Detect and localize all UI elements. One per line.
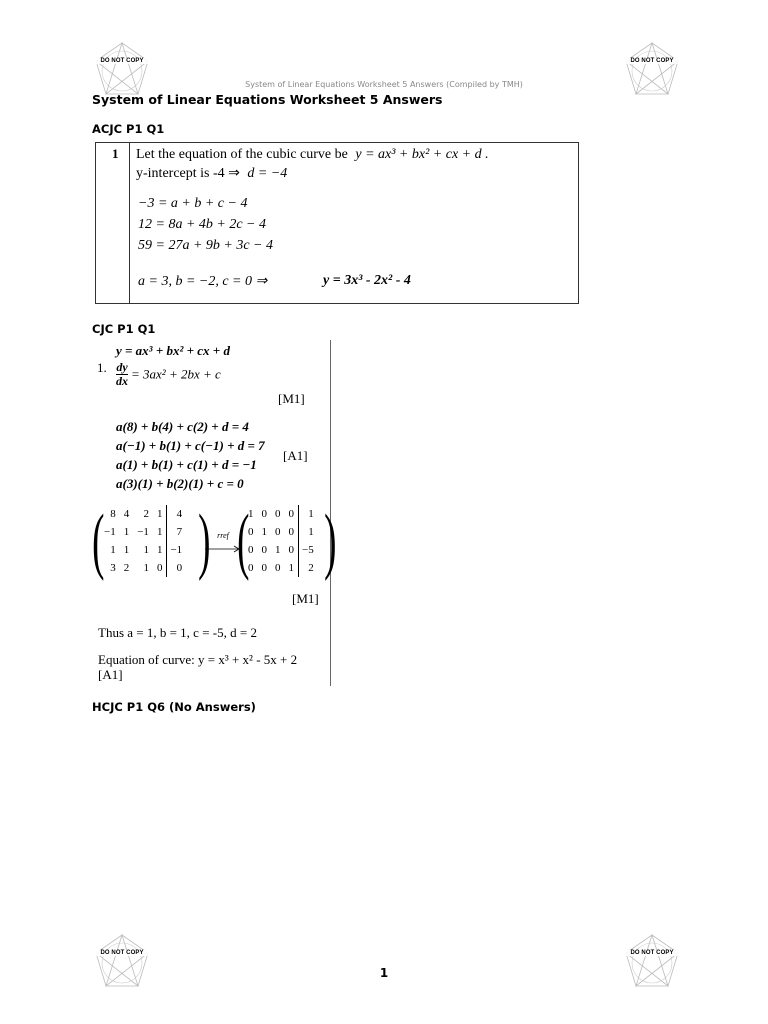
matrix-cell: 1 (123, 526, 130, 538)
page-title: System of Linear Equations Worksheet 5 Answers (92, 92, 443, 107)
watermark-stamp (92, 40, 152, 98)
watermark-stamp (92, 932, 152, 990)
matrix-cell: 8 (110, 508, 116, 520)
matrix-row (100, 523, 186, 541)
acjc-eq3: 59 = 27a + 9b + 3c − 4 (138, 238, 274, 253)
matrix-cell: 1 (123, 544, 130, 556)
watermark-star-icon (92, 40, 152, 98)
matrix-cell: 1 (288, 562, 294, 574)
matrix-left-open-paren: ( (92, 500, 105, 582)
matrix-cell: 7 (167, 523, 186, 541)
cjc-curve: Equation of curve: y = x³ + x² - 5x + 2 (98, 652, 298, 667)
watermark-stamp (622, 932, 682, 990)
matrix-cell: 0 (288, 508, 294, 520)
matrix-left (100, 505, 186, 577)
watermark-star-icon (622, 932, 682, 990)
cjc-thus: Thus a = 1, b = 1, c = -5, d = 2 (98, 625, 257, 640)
matrix-cell: −1 (137, 526, 149, 538)
question-number: 1 (112, 146, 119, 161)
watermark-label: DO NOT COPY (92, 950, 152, 956)
matrix-row (244, 559, 318, 577)
acjc-answer-box (95, 142, 579, 304)
matrix-cell: 2 (143, 508, 149, 520)
matrix-row (100, 541, 186, 559)
matrix-cell: 1 (156, 508, 163, 520)
acjc-result: y = 3x³ - 2x² - 4 (323, 273, 411, 288)
cjc-sys1: a(8) + b(4) + c(2) + d = 4 (116, 419, 249, 434)
cjc-mark-m1: [M1] (278, 391, 305, 406)
cjc-sys2: a(−1) + b(1) + c(−1) + d = 7 (116, 438, 265, 453)
matrix-cell: 0 (156, 562, 163, 574)
matrix-left-close-paren: ) (198, 500, 211, 582)
watermark-star-icon (92, 932, 152, 990)
acjc-line1-eq: y = ax³ + bx² + cx + d . (355, 147, 489, 162)
matrix-right-close-paren: ) (324, 500, 337, 582)
watermark-label: DO NOT COPY (622, 950, 682, 956)
matrix-cell: 4 (167, 505, 186, 523)
matrix-cell: 1 (143, 544, 149, 556)
matrix-cell: 0 (288, 526, 294, 538)
matrix-cell: −5 (299, 541, 318, 559)
matrix-cell: 0 (261, 562, 267, 574)
matrix-cell: 0 (275, 526, 281, 538)
deriv-rhs: = 3ax² + 2bx + c (131, 366, 221, 382)
matrix-row (244, 523, 318, 541)
matrix-cell: 1 (275, 544, 281, 556)
deriv-numerator: dy (116, 360, 128, 374)
matrix-cell: 2 (123, 562, 130, 574)
rref-label: rref (217, 531, 229, 540)
matrix-cell: 4 (123, 508, 130, 520)
acjc-line2 (136, 165, 287, 182)
running-header: System of Linear Equations Worksheet 5 Answers (Compiled by TMH) (245, 80, 523, 89)
matrix-right-open-paren: ( (237, 500, 250, 582)
matrix-cell: −1 (167, 541, 186, 559)
matrix-cell: 2 (299, 559, 318, 577)
matrix-cell: 1 (299, 523, 318, 541)
watermark-star-icon (622, 40, 682, 98)
matrix-cell: 0 (261, 508, 267, 520)
cjc-mark-a1: [A1] (283, 448, 308, 463)
matrix-cell: 0 (275, 508, 281, 520)
matrix-cell: 3 (110, 562, 116, 574)
matrix-cell: 1 (261, 526, 267, 538)
deriv-denominator: dx (116, 374, 128, 388)
acjc-eq2: 12 = 8a + 4b + 2c − 4 (138, 217, 267, 232)
acjc-line1-text: Let the equation of the cubic curve be (136, 147, 348, 162)
matrix-cell: 0 (167, 559, 186, 577)
watermark-label: DO NOT COPY (92, 58, 152, 64)
matrix-cell: 1 (156, 526, 163, 538)
matrix-right (244, 505, 318, 577)
cjc-qnum: 1. (97, 360, 107, 375)
matrix-cell: 0 (275, 562, 281, 574)
matrix-row (244, 505, 318, 523)
matrix-cell: 1 (143, 562, 149, 574)
watermark-label: DO NOT COPY (622, 58, 682, 64)
matrix-cell: 0 (248, 562, 254, 574)
matrix-cell: −1 (104, 526, 116, 538)
cjc-sys4: a(3)(1) + b(2)(1) + c = 0 (116, 476, 244, 491)
acjc-line2-eq: d = −4 (247, 166, 288, 181)
page-number: 1 (379, 966, 389, 980)
acjc-line2-text: y-intercept is -4 ⇒ (136, 166, 240, 181)
matrix-row (100, 505, 186, 523)
matrix-cell: 1 (110, 544, 116, 556)
acjc-solution: a = 3, b = −2, c = 0 ⇒ (138, 274, 268, 289)
acjc-eq1: −3 = a + b + c − 4 (138, 196, 248, 211)
section-heading-hcjc: HCJC P1 Q6 (No Answers) (92, 700, 256, 714)
matrix-cell: 1 (156, 544, 163, 556)
watermark-stamp (622, 40, 682, 98)
cjc-eq-curve: y = ax³ + bx² + cx + d (116, 343, 230, 358)
matrix-cell: 0 (248, 526, 254, 538)
cjc-sys3: a(1) + b(1) + c(1) + d = −1 (116, 457, 257, 472)
matrix-cell: 0 (248, 544, 254, 556)
acjc-line1 (136, 147, 489, 163)
cjc-mark-m1-b: [M1] (292, 591, 319, 606)
box-divider (129, 143, 130, 303)
matrix-cell: 0 (288, 544, 294, 556)
matrix-cell: 1 (248, 508, 254, 520)
matrix-row (244, 541, 318, 559)
cjc-derivative (116, 361, 221, 388)
matrix-cell: 0 (261, 544, 267, 556)
section-heading-acjc: ACJC P1 Q1 (92, 122, 165, 136)
cjc-mark-a1-b: [A1] (98, 667, 123, 682)
matrix-cell: 1 (299, 505, 318, 523)
section-heading-cjc: CJC P1 Q1 (92, 322, 156, 336)
matrix-row (100, 559, 186, 577)
